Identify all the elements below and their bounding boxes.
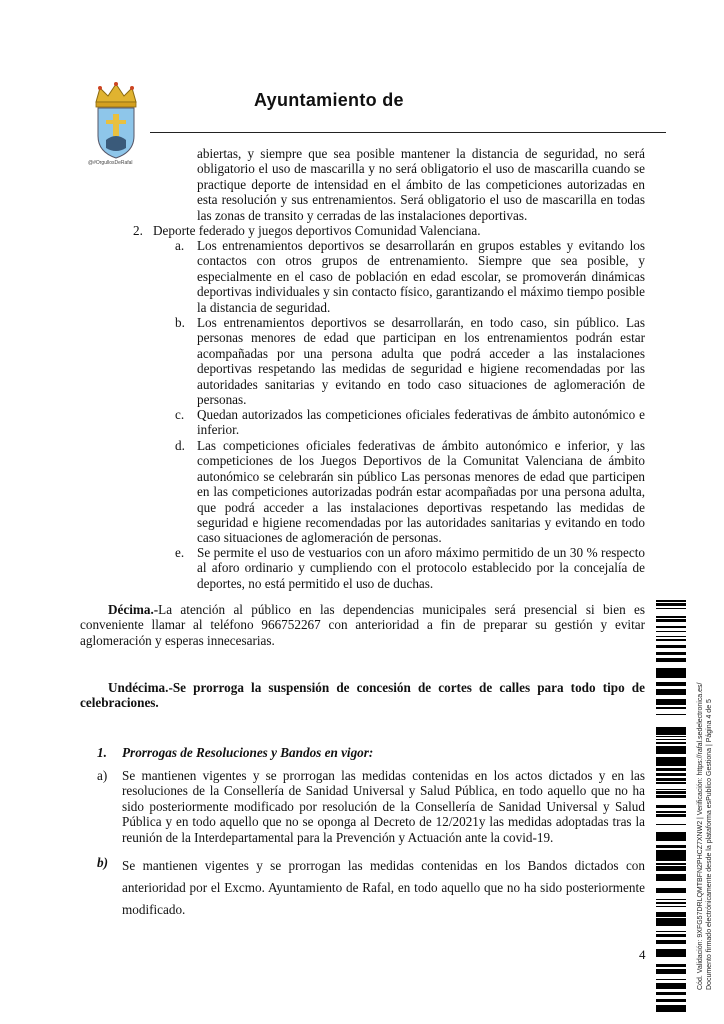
subitem-a-text: Los entrenamientos deportivos se desarrollarán en grupos estables y evitando los contactos con otros grupos de entrenamiento. Siempre que sea posible, y especialmente en el caso de población en edad escolar, se promoverán dinámicas deportivas individuales y sin contacto físico, garantizando el máximo tiempo posible la distancia de seguridad. [197, 238, 645, 315]
header-divider [150, 132, 666, 133]
subitem-b-text: Los entrenamientos deportivos se desarrollarán, en todo caso, sin público. Las personas menores de edad que participan en los entrenamientos podrán estar acompañadas por una persona adulta que podrá acceder a las instalaciones deportivas respetando las medidas de seguridad e higiene recomendadas por las autoridades sanitarias y evitando en todo caso situaciones de aglomeración de personas. [197, 315, 645, 408]
item-2-text: Deporte federado y juegos deportivos Comunidad Valenciana. [153, 223, 481, 238]
subitem-b-letter: b. [175, 315, 185, 330]
verification-side-text [693, 645, 719, 990]
barcode [656, 600, 686, 1012]
social-handle: @#OrgullosDeRafal [88, 160, 133, 166]
prorroga-b-text: Se mantienen vigentes y se prorrogan las medidas contenidas en los Bandos dictados con anterioridad por el Excmo. Ayuntamiento de Rafal, en todo aquello que no ha sido posteriormente modificado. [122, 858, 645, 917]
prorrogas-heading: Prorrogas de Resoluciones y Bandos en vigor: [122, 745, 374, 760]
subitem-a-letter: a. [175, 238, 185, 253]
verification-line-1: Cód. Validación: 9XFG57DRLQMTBFN2PHCZ7XNW2 | Verificación: https://rafal.sedelectronica.es/ [697, 682, 704, 990]
prorroga-b-letter: b) [97, 855, 108, 870]
item-2-number: 2. [133, 223, 143, 238]
prorrogas-number: 1. [97, 745, 107, 760]
municipal-crest [86, 82, 146, 160]
decima-label: Décima.- [108, 602, 159, 617]
subitem-e-letter: e. [175, 545, 185, 560]
verification-line-2: Documento firmado electrónicamente desde la plataforma esPublico Gestiona | Página 4 de 5 [706, 699, 713, 990]
subitem-d-letter: d. [175, 438, 185, 453]
prorroga-a-text: Se mantienen vigentes y se prorrogan las medidas contenidas en los actos dictados y en las resoluciones de la Consellería de Sanidad Universal y Salud Pública, en todo aquello que no ha sido posteriormente modificado por resolución de la Consellería de Sanidad Universal y Salud Pública y en todo aquello que no se oponga al Decreto de 12/2021y las medidas adoptadas tras la reunión de la Interdepartamental para la Prevención y Actuación ante la covid-19. [122, 768, 645, 845]
continuation-paragraph: abiertas, y siempre que sea posible mantener la distancia de seguridad, no será obligatorio el uso de mascarilla y no será obligatorio el uso de mascarilla cuando se practique deporte de intensidad en el ámbito de las competiciones autorizadas en esta resolución y sus entrenamientos. Será obligatorio el uso de mascarilla en todas las zonas de transito y cerradas de las instalaciones deportivas. [197, 146, 645, 223]
subitem-c-text: Quedan autorizados las competiciones oficiales federativas de ámbito autonómico e inferior. [197, 407, 645, 438]
subitem-c-letter: c. [175, 407, 185, 422]
decima-paragraph [80, 602, 645, 648]
undecima-paragraph: Undécima.-Se prorroga la suspensión de concesión de cortes de calles para todo tipo de celebraciones. [80, 680, 645, 711]
decima-text: La atención al público en las dependencias municipales será presencial si bien es conveniente llamar al teléfono 966752267 con anterioridad a fin de preparar su gestión y evitar aglomeración y esperas innecesarias. [80, 602, 645, 648]
subitem-d-text: Las competiciones oficiales federativas de ámbito autonómico e inferior, y las competiciones de los Juegos Deportivos de la Comunitat Valenciana de ámbito autonómico se celebrarán sin público Las personas menores de edad que participen en las competiciones autorizadas podrán estar acompañadas por una persona adulta, que podrá acceder a las instalaciones deportivas respetando las medidas de seguridad e higiene recomendadas por las autoridades sanitarias y evitando en todo caso situaciones de aglomeración de personas. [197, 438, 645, 546]
page-number: 4 [639, 947, 646, 962]
subitem-e-text: Se permite el uso de vestuarios con un aforo máximo permitido de un 30 % respecto al aforo ordinario y cumpliendo con el protocolo establecido por la concejalía de deportes, no está permitido el uso de duchas. [197, 545, 645, 591]
header-title: Ayuntamiento de [254, 90, 404, 110]
prorroga-a-letter: a) [97, 768, 108, 783]
